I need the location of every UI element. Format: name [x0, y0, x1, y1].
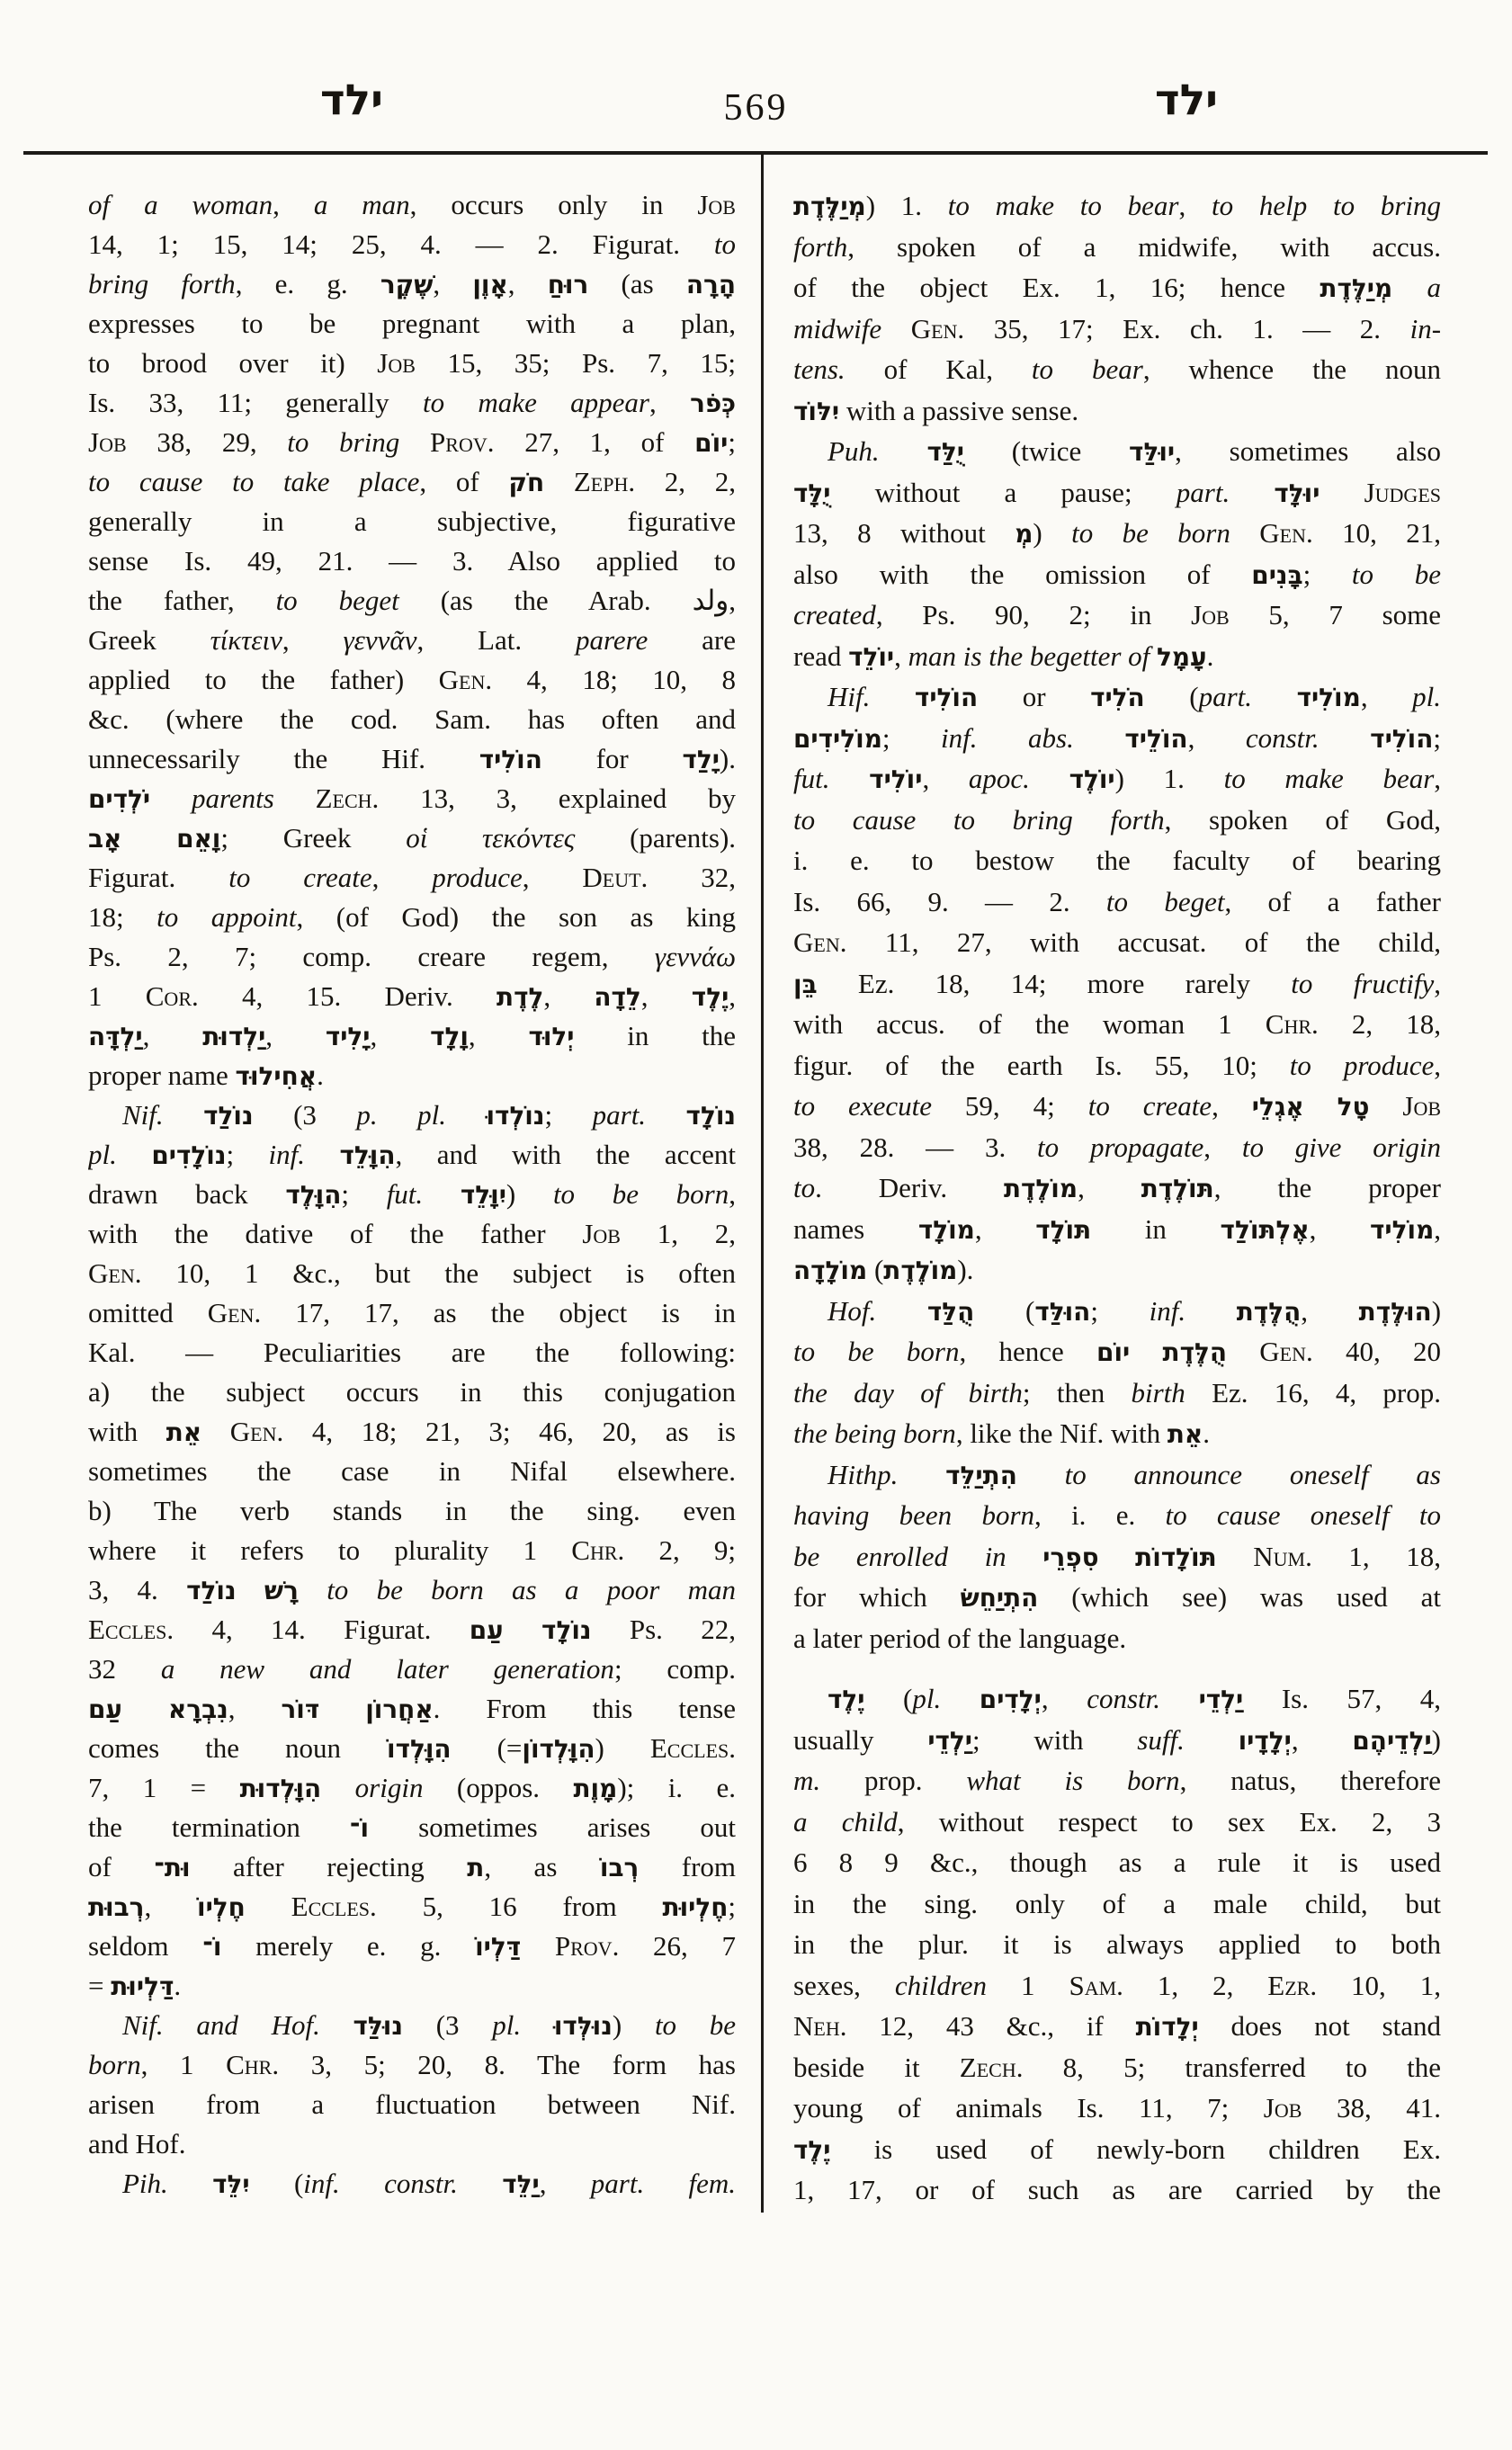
- text-line: of the object Ex. 1, 16; hence מְיַלֶּדֶת‎ a: [793, 272, 1441, 303]
- text-line: יֻלָּד‎ without a pause; part. יוּלָּד‎ Judges: [793, 476, 1441, 508]
- text-line: Job 38, 29, to bring Prov. 27, 1, of יוֹם‎;: [88, 426, 736, 458]
- text-line: רְבוּת‎, חֶלְיוֹ‎ Eccles. 5, 16 from חֶלְיוּת‎;: [88, 1891, 736, 1922]
- text-line: a child, without respect to sex Ex. 2, 3: [793, 1805, 1441, 1838]
- text-line: יַלְדָּה‎, יַלְדוּת‎, יָלִיד‎, וָלָד‎, יְלוּד‎ in the: [88, 1020, 736, 1051]
- text-line: in the sing. only of a male child, but: [793, 1887, 1441, 1919]
- text-line: 6 8 9 &c., though as a rule it is used: [793, 1846, 1441, 1878]
- text-line: to brood over it) Job 15, 35; Ps. 7, 15;: [88, 347, 736, 379]
- text-line: proper name אֲחִילוּד‎.: [88, 1060, 324, 1091]
- text-line: of וּת־‎ after rejecting ת‎, as רְבוֹ‎ from: [88, 1851, 736, 1882]
- text-line: with accus. of the woman 1 Chr. 2, 18,: [793, 1008, 1441, 1040]
- text-line: be enrolled in סִפְרֵי‎ תּוֹלָדוֹת‎ Num. 1, 18,: [793, 1540, 1441, 1572]
- text-line: Kal. — Peculiarities are the following:: [88, 1337, 736, 1368]
- text-line: Figurat. to create, produce, Deut. 32,: [88, 862, 736, 893]
- text-line: sense Is. 49, 21. — 3. Also applied to: [88, 545, 736, 577]
- text-line: the day of birth; then birth Ez. 16, 4, prop.: [793, 1376, 1441, 1408]
- text-line: יֹלְדִים‎ parents Zech. 13, 3, explained by: [88, 782, 736, 814]
- text-line: i. e. to bestow the faculty of bearing: [793, 845, 1441, 876]
- text-line: מְיַלֶּדֶת‎) 1. to make to bear, to help to bring: [793, 190, 1441, 221]
- text-line: having been born, i. e. to cause oneself to: [793, 1499, 1441, 1531]
- text-line: tens. of Kal, to bear, whence the noun: [793, 353, 1441, 385]
- text-line: unnecessarily the Hif. הוֹלִיד‎ for יָלַד‎).: [88, 743, 736, 774]
- text-line: מוֹלָדָה‎ (מוֹלֶדֶת‎).: [793, 1254, 974, 1285]
- running-head-left-word: ילד: [320, 76, 383, 125]
- text-line: = דַּלְיוּת‎.: [88, 1970, 182, 2001]
- text-line: read יוֹלֵד‎, man is the begetter of עָמָל‎.: [793, 639, 1214, 672]
- text-line: forth, spoken of a midwife, with accus.: [793, 230, 1441, 263]
- text-line: the termination וֹ־‎ sometimes arises out: [88, 1811, 736, 1843]
- text-line: the being born, like the Nif. with אֵת‎.: [793, 1417, 1210, 1449]
- text-line: Nif. and Hof. נוּלַּד‎ (3 pl. נוּלְּדוּ‎) to be: [122, 2009, 736, 2041]
- text-line: עַם‎ נִבְרָא‎, דּוֹר‎ אַחֲרוֹן‎. From this tense: [88, 1693, 736, 1724]
- text-line: Puh. יֻלַּד‎ (twice יוּלַּד‎, sometimes also: [828, 435, 1441, 467]
- text-line: midwife Gen. 35, 17; Ex. ch. 1. — 2. in-: [793, 312, 1441, 344]
- text-line: to execute 59, 4; to create, אֶגְלֵי‎ טָל‎ Job: [793, 1090, 1441, 1122]
- text-line: generally in a subjective, figurative: [88, 505, 736, 537]
- text-line: Is. 66, 9. — 2. to beget, of a father: [793, 885, 1441, 917]
- text-line: בֵּן‎ Ez. 18, 14; more rarely to fructify,: [793, 967, 1441, 999]
- text-line: seldom וֹ־‎ merely e. g. דַּלְיוֹ‎ Prov. 26, 7: [88, 1930, 736, 1962]
- text-line: beside it Zech. 8, 5; transferred to the: [793, 2051, 1441, 2083]
- text-line: figur. of the earth Is. 55, 10; to produce,: [793, 1049, 1441, 1081]
- text-line: יֶלֶד‎ (pl. יְלָדִים‎, constr. יַלְדֵי‎ Is. 57, 4,: [828, 1683, 1441, 1714]
- text-line: 38, 28. — 3. to propagate, to give origin: [793, 1131, 1441, 1163]
- text-line: also with the omission of בָּנִים‎; to be: [793, 558, 1441, 590]
- text-line: young of animals Is. 11, 7; Job 38, 41.: [793, 2092, 1441, 2124]
- text-line: and Hof.: [88, 2128, 186, 2159]
- text-line: Is. 33, 11; generally to make appear, כְּפֹר: [88, 387, 736, 418]
- text-line: 1, 17, or of such as are carried by the: [793, 2174, 1441, 2205]
- text-line: Eccles. 4, 14. Figurat. עַם‎ נוֹלָד‎ Ps. 22,: [88, 1614, 736, 1645]
- text-line: to be born, hence יוֹם‎ הֻלֶּדֶת‎ Gen. 40, 20: [793, 1336, 1441, 1367]
- text-line: born, 1 Chr. 3, 5; 20, 8. The form has: [88, 2049, 736, 2080]
- text-line: 13, 8 without מְ‎) to be born Gen. 10, 21,: [793, 517, 1441, 549]
- text-line: sexes, children 1 Sam. 1, 2, Ezr. 10, 1,: [793, 1969, 1441, 2001]
- text-line: for which הִתְיַחֵשׂ‎ (which see) was used at: [793, 1581, 1441, 1613]
- text-line: of a woman, a man, occurs only in Job: [88, 189, 736, 220]
- text-line: comes the noun הִוָּלְדוֹ‎ (=הִוָּלְדוֹן‎) Eccles.: [88, 1732, 736, 1764]
- text-line: Pih. יִלֵּד‎ (inf. constr. יַלֵּד‎, part. fem.: [122, 2168, 736, 2199]
- text-line: arisen from a fluctuation between Nif.: [88, 2088, 736, 2120]
- text-line: to cause to bring forth, spoken of God,: [793, 803, 1441, 836]
- text-line: a later period of the language.: [793, 1622, 1127, 1654]
- text-line: יִלּוֹד‎ with a passive sense.: [793, 394, 1079, 426]
- text-line: Greek τίκτειν, γεννᾶν, Lat. parere are: [88, 624, 736, 656]
- text-line: drawn back הִוָּלֶד‎; fut. יִוָּלֵד‎) to be born,: [88, 1178, 736, 1210]
- text-line: with the dative of the father Job 1, 2,: [88, 1218, 736, 1249]
- text-line: to cause to take place, of חֹק‎ Zeph. 2, 2,: [88, 466, 736, 497]
- page-number: 569: [723, 87, 789, 129]
- text-line: bring forth, e. g. שֶׁקֶר‎, אָוֶן‎, רוּחַ‎ (as הָרָה: [88, 268, 736, 300]
- text-line: names מוֹלָד‎, תּוֹלָד‎ in אֶלְתּוֹלַד‎, מוֹלִיד‎,: [793, 1212, 1441, 1245]
- text-line: m. prop. what is born, natus, therefore: [793, 1765, 1441, 1796]
- text-line: 3, 4. נוֹלַד‎ רָשׁ‎ to be born as a poor man: [88, 1574, 736, 1605]
- text-line: 14, 1; 15, 14; 25, 4. — 2. Figurat. to: [88, 228, 736, 260]
- text-line: applied to the father) Gen. 4, 18; 10, 8: [88, 664, 736, 695]
- text-line: fut. יוֹלִיד‎, apoc. יוֹלֶד‎) 1. to make bear,: [793, 763, 1441, 794]
- text-line: Nif. נוֹלַד‎ (3 p. pl. נוֹלְדוּ‎; part. נוֹלָד: [122, 1099, 736, 1131]
- text-line: Ps. 2, 7; comp. creare regem, γεννάω: [88, 941, 736, 972]
- text-line: omitted Gen. 17, 17, as the object is in: [88, 1297, 736, 1328]
- text-line: Hof. הֻלַּד‎ (הוּלַּד‎; inf. הֻלֶּדֶת‎, הוּלֶּדֶת‎): [828, 1294, 1441, 1327]
- text-line: Neh. 12, 43 &c., if יְלָדוֹת‎ does not stand: [793, 2010, 1441, 2042]
- text-line: Gen. 11, 27, with accusat. of the child,: [793, 926, 1441, 958]
- column-divider-rule: [761, 155, 764, 2213]
- text-line: 32 a new and later generation; comp.: [88, 1653, 736, 1685]
- text-line: with אֵת‎ Gen. 4, 18; 21, 3; 46, 20, as is: [88, 1416, 736, 1447]
- text-line: usually יַלְדֵי‎; with suff. יְלָדָיו‎, יַלְדֵיהֶם‎): [793, 1723, 1441, 1756]
- text-line: אָב‎ וָאֵם‎; Greek οἱ τεκόντες (parents).: [88, 822, 736, 854]
- text-line: 7, 1 = הִוָּלְדוּת‎ origin (oppos. מָוֶת‎); i. e.: [88, 1772, 736, 1803]
- header-rule: [23, 151, 1488, 155]
- text-line: in the plur. it is always applied to both: [793, 1928, 1441, 1960]
- column-left: [88, 185, 736, 2204]
- text-line: a) the subject occurs in this conjugation: [88, 1376, 736, 1408]
- running-head-right-word: ילד: [1155, 76, 1218, 125]
- text-line: 18; to appoint, (of God) the son as king: [88, 901, 736, 933]
- text-line: Hithp. הִתְיַלֵּד‎ to announce oneself as: [828, 1458, 1441, 1490]
- text-line: Gen. 10, 1 &c., but the subject is often: [88, 1257, 736, 1289]
- text-line: &c. (where the cod. Sam. has often and: [88, 703, 736, 735]
- text-line: מוֹלִידִים‎; inf. abs. הוֹלֵיד‎, constr. הוֹלִיד‎;: [793, 721, 1441, 754]
- text-line: 1 Cor. 4, 15. Deriv. לֶדֶת‎, לֵדָה‎, יֶלֶד‎,: [88, 980, 736, 1012]
- text-line: Hif. הוֹלִיד‎ or הֹלִיד‎ (part. מוֹלִיד‎, pl.: [828, 681, 1441, 712]
- text-line: created, Ps. 90, 2; in Job 5, 7 some: [793, 599, 1441, 630]
- text-line: expresses to be pregnant with a plan,: [88, 308, 736, 339]
- column-right: [793, 185, 1441, 2211]
- text-line: יֶלֶד‎ is used of newly-born children Ex.: [793, 2133, 1441, 2165]
- text-line: where it refers to plurality 1 Chr. 2, 9;: [88, 1534, 736, 1566]
- text-line: to. Deriv. מוֹלֶדֶת‎, תּוֹלֶדֶת‎, the proper: [793, 1172, 1441, 1203]
- text-line: sometimes the case in Nifal elsewhere.: [88, 1455, 736, 1487]
- text-line: pl. נוֹלָדִים‎; inf. הִוָּלֵד‎, and with the accent: [88, 1139, 736, 1170]
- text-line: b) The verb stands in the sing. even: [88, 1495, 736, 1526]
- text-line: the father, to beget (as the Arab. ولد,: [88, 585, 736, 616]
